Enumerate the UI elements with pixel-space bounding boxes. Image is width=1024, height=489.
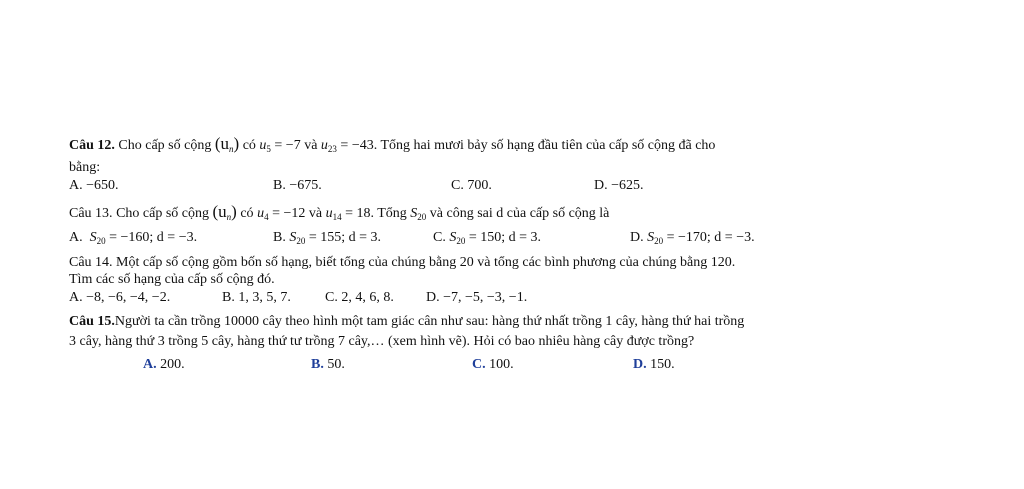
q14-stem-line2: Tìm các số hạng của cấp số cộng đó. xyxy=(69,272,275,287)
q12-option-c[interactable]: C. 700. xyxy=(451,178,492,193)
q13-option-a[interactable]: A. $S_{20} = -160$; d = −3. xyxy=(69,230,198,246)
q12-label: Câu 12. xyxy=(69,138,115,153)
q14-stem: Câu 14. Một cấp số cộng gồm bốn số hạng, biết tổng của chúng bằng 20 và tổng các bình phương của chúng bằng 120. xyxy=(69,255,736,270)
q15-option-a[interactable]: A. 200. xyxy=(143,357,185,372)
q15-option-b[interactable]: B. 50. xyxy=(311,357,345,372)
q12-stem-line2: bằng: xyxy=(69,160,101,175)
q15-stem-line2: 3 cây, hàng thứ 3 trồng 5 cây, hàng thứ tư trồng 7 cây,… (xem hình vẽ). Hỏi có bao nhiêu hàng cây được trồng? xyxy=(69,334,695,349)
q13-option-d[interactable]: D. $S_{20} = -170$; d = −3. xyxy=(630,230,755,246)
q15-label: Câu 15. xyxy=(69,314,115,329)
q15-option-d[interactable]: D. 150. xyxy=(633,357,675,372)
q15-option-c[interactable]: C. 100. xyxy=(472,357,514,372)
q13-option-c[interactable]: C. $S_{20} = 150$; d = 3. xyxy=(433,230,542,246)
q13-option-b[interactable]: B. $S_{20} = 155$; d = 3. xyxy=(273,230,382,246)
q14-option-d[interactable]: D. −7, −5, −3, −1. xyxy=(426,290,528,305)
q14-option-c[interactable]: C. 2, 4, 6, 8. xyxy=(325,290,394,305)
q15-stem: Câu 15.Người ta cần trồng 10000 cây theo hình một tam giác cân như sau: hàng thứ nhất trồng 1 cây, hàng thứ hai trồng xyxy=(69,314,745,329)
q13-label: Câu 13. xyxy=(69,206,113,221)
q14-option-b[interactable]: B. 1, 3, 5, 7. xyxy=(222,290,291,305)
q12-option-a[interactable]: A. −650. xyxy=(69,178,119,193)
q12-stem: Câu 12. Cho cấp số cộng $(u_n)$ có $u_5 = -7$ và $u_{23} = -43$. Tổng hai mươi bảy số hạng đầu tiên của cấp số cộng đã cho xyxy=(69,134,716,154)
q14-option-a[interactable]: A. −8, −6, −4, −2. xyxy=(69,290,171,305)
q12-option-d[interactable]: D. −625. xyxy=(594,178,644,193)
q12-option-b[interactable]: B. −675. xyxy=(273,178,322,193)
q13-stem: Câu 13. Cho cấp số cộng $(u_n)$ có $u_4 = -12$ và $u_{14} = 18$. Tổng $S_{20}$ và công sai d của cấp số cộng là xyxy=(69,202,610,222)
